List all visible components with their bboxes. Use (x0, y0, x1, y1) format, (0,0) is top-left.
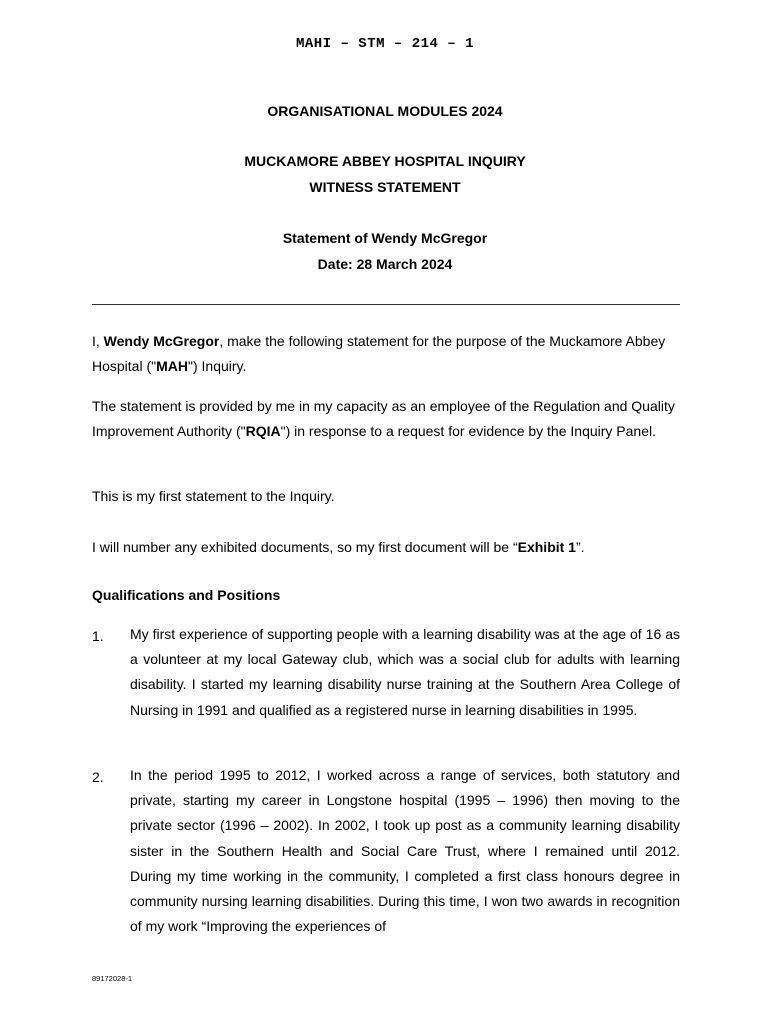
intro-paragraph-4: I will number any exhibited documents, so my first document will be “Exhibit 1”. (92, 539, 585, 555)
item-number: 1. (92, 628, 104, 644)
intro-paragraph-3: This is my first statement to the Inquiry. (92, 488, 335, 504)
numbered-paragraph: My first experience of supporting people with a learning disability was at the age of 16 as a volunteer at my local Gateway club, which was a social club for adults with learning disability. I started my learning disability nurse training at the Southern Area College of Nursing in 1991 and qualified as a registered nurse in learning disabilities in 1995. (130, 626, 680, 718)
document-reference: MAHI – STM – 214 – 1 (295, 36, 475, 52)
inquiry-title: MUCKAMORE ABBEY HOSPITAL INQUIRY (244, 153, 526, 169)
statement-of: Statement of Wendy McGregor (282, 230, 488, 246)
section-heading: Qualifications and Positions (92, 587, 281, 603)
statement-date: Date: 28 March 2024 (317, 256, 453, 272)
intro-paragraph-1: I, Wendy McGregor, make the following statement for the purpose of the Muckamore Abbey Hospital ("MAH") Inquiry. (92, 333, 666, 374)
numbered-paragraph: In the period 1995 to 2012, I worked across a range of services, both statutory and private, starting my career in Longstone hospital (1995 – 1996) then moving to the private sector (1996 – 2002). In 2002, I took up post as a community learning disability sister in the Southern Health and Social Care Trust, where I remained until 2012. During my time working in the community, I completed a first class honours degree in community nursing learning disabilities. During this time, I won two awards in recognition of my work “Improving the experiences of (130, 767, 696, 935)
item-number: 2. (92, 769, 104, 785)
intro-paragraph-2: The statement is provided by me in my capacity as an employee of the Regulation and Quality Improvement Authority ("RQIA") in response to a request for evidence by the Inquiry Panel. (92, 398, 675, 439)
modules-title: ORGANISATIONAL MODULES 2024 (267, 103, 503, 119)
footer-doc-id: 89172028-1 (92, 974, 133, 983)
header-divider (92, 304, 680, 305)
document-type: WITNESS STATEMENT (309, 179, 461, 195)
